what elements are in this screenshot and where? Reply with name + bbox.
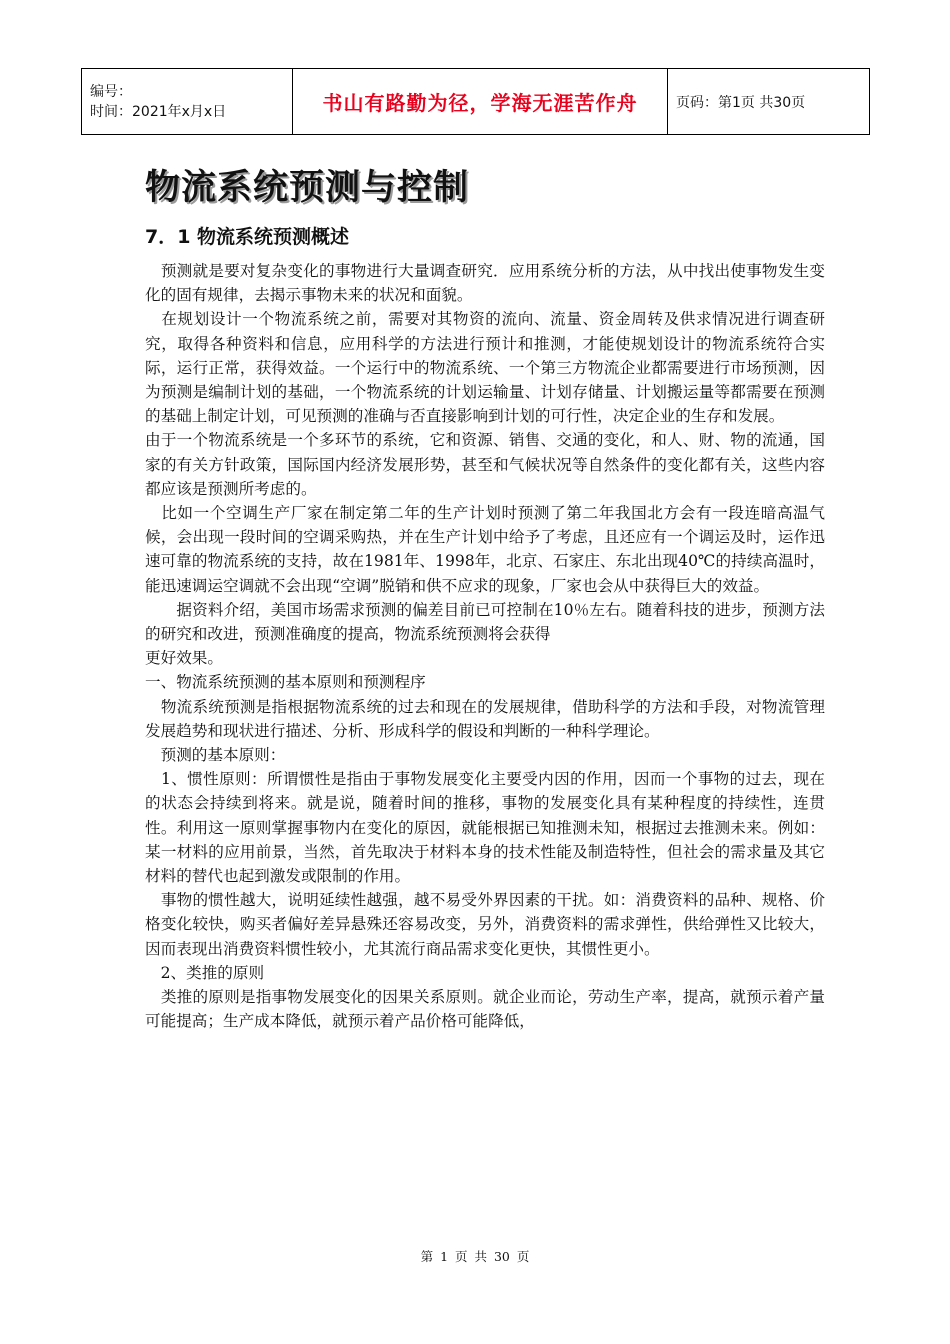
document-body [145,259,825,1034]
document-title: 物流系统预测与控制 [145,168,470,208]
section-title: 7．1 物流系统预测概述 [145,226,350,248]
subsection-heading: 一、物流系统预测的基本原则和预测程序 [145,673,426,692]
body-paragraph: 由于一个物流系统是一个多环节的系统，它和资源、销售、交通的变化，和人、财、物的流通，国家的有关方针政策，国际国内经济发展形势，甚至和气候状况等自然条件的变化都有关，这些内容都应该是预测所考虑的。 [145,431,825,498]
body-paragraph: 2、类推的原则 [145,963,265,982]
body-paragraph: 比如一个空调生产厂家在制定第二年的生产计划时预测了第二年我国北方会有一段连暗高温气候，会出现一段时间的空调采购热，并在生产计划中给予了考虑，且还应有一个调运及时，运作迅速可靠的物流系统的支持，故在1981年、1998年，北京、石家庄、东北出现40℃的持续高温时，能迅速调运空调就不会出现“空调”脱销和供不应求的现象，厂家也会从中获得巨大的效益。 [145,504,825,595]
body-paragraph: 1、惯性原则：所谓惯性是指由于事物发展变化主要受内因的作用，因而一个事物的过去，现在的状态会持续到将来。就是说，随着时间的推移，事物的发展变化具有某种程度的持续性，连贯性。利用这一原则掌握事物内在变化的原因，就能根据已知推测未知，根据过去推测未来。例如：某一材料的应用前景，当然，首先取决于材料本身的技术性能及制造特性，但社会的需求量及其它材料的替代也起到激发或限制的作用。 [145,770,825,886]
body-paragraph: 预测的基本原则： [145,746,286,765]
body-paragraph: 在规划设计一个物流系统之前，需要对其物资的流向、流量、资金周转及供求情况进行调查研究，取得各种资料和信息，应用科学的方法进行预计和推测，才能使规划设计的物流系统符合实际，运行正常，获得效益。一个运行中的物流系统、一个第三方物流企业都需要进行市场预测，因为预测是编制计划的基础，一个物流系统的计划运输量、计划存储量、计划搬运量等都需要在预测的基础上制定计划，可见预测的准确与否直接影响到计划的可行性，决定企业的生存和发展。 [145,310,825,426]
header-page-info: 页码：第1页 共30页 [676,94,806,111]
header-meta-cell [82,69,293,135]
header-motto-cell [293,69,668,135]
body-paragraph: 事物的惯性越大，说明延续性越强，越不易受外界因素的干扰。如：消费资料的品种、规格、价格变化较快，购买者偏好差异悬殊还容易改变，另外，消费资料的需求弹性，供给弹性又比较大，因而表现出消费资料惯性较小，尤其流行商品需求变化更快，其惯性更小。 [145,891,825,958]
page-header-table [81,68,870,135]
body-paragraph: 物流系统预测是指根据物流系统的过去和现在的发展规律，借助科学的方法和手段，对物流管理发展趋势和现状进行描述、分析、形成科学的假设和判断的一种科学理论。 [145,697,825,740]
header-page-cell [668,69,870,135]
page-footer: 第 1 页 共 30 页 [420,1249,530,1264]
body-paragraph: 预测就是要对复杂变化的事物进行大量调查研究．应用系统分析的方法，从中找出使事物发生变化的固有规律，去揭示事物未来的状况和面貌。 [145,262,825,305]
header-motto: 书山有路勤为径，学海无涯苦作舟 [322,91,638,115]
body-paragraph: 类推的原则是指事物发展变化的因果关系原则。就企业而论，劳动生产率，提高，就预示着产量可能提高；生产成本降低，就预示着产品价格可能降低， [145,988,825,1031]
document-time-label: 时间：2021年x月x日 [90,103,227,120]
body-paragraph: 据资料介绍，美国市场需求预测的偏差目前已可控制在10％左右。随着科技的进步，预测方法的研究和改进，预测准确度的提高，物流系统预测将会获得 [145,600,825,644]
body-paragraph: 更好效果。 [145,649,223,668]
document-number-label: 编号： [90,83,132,100]
